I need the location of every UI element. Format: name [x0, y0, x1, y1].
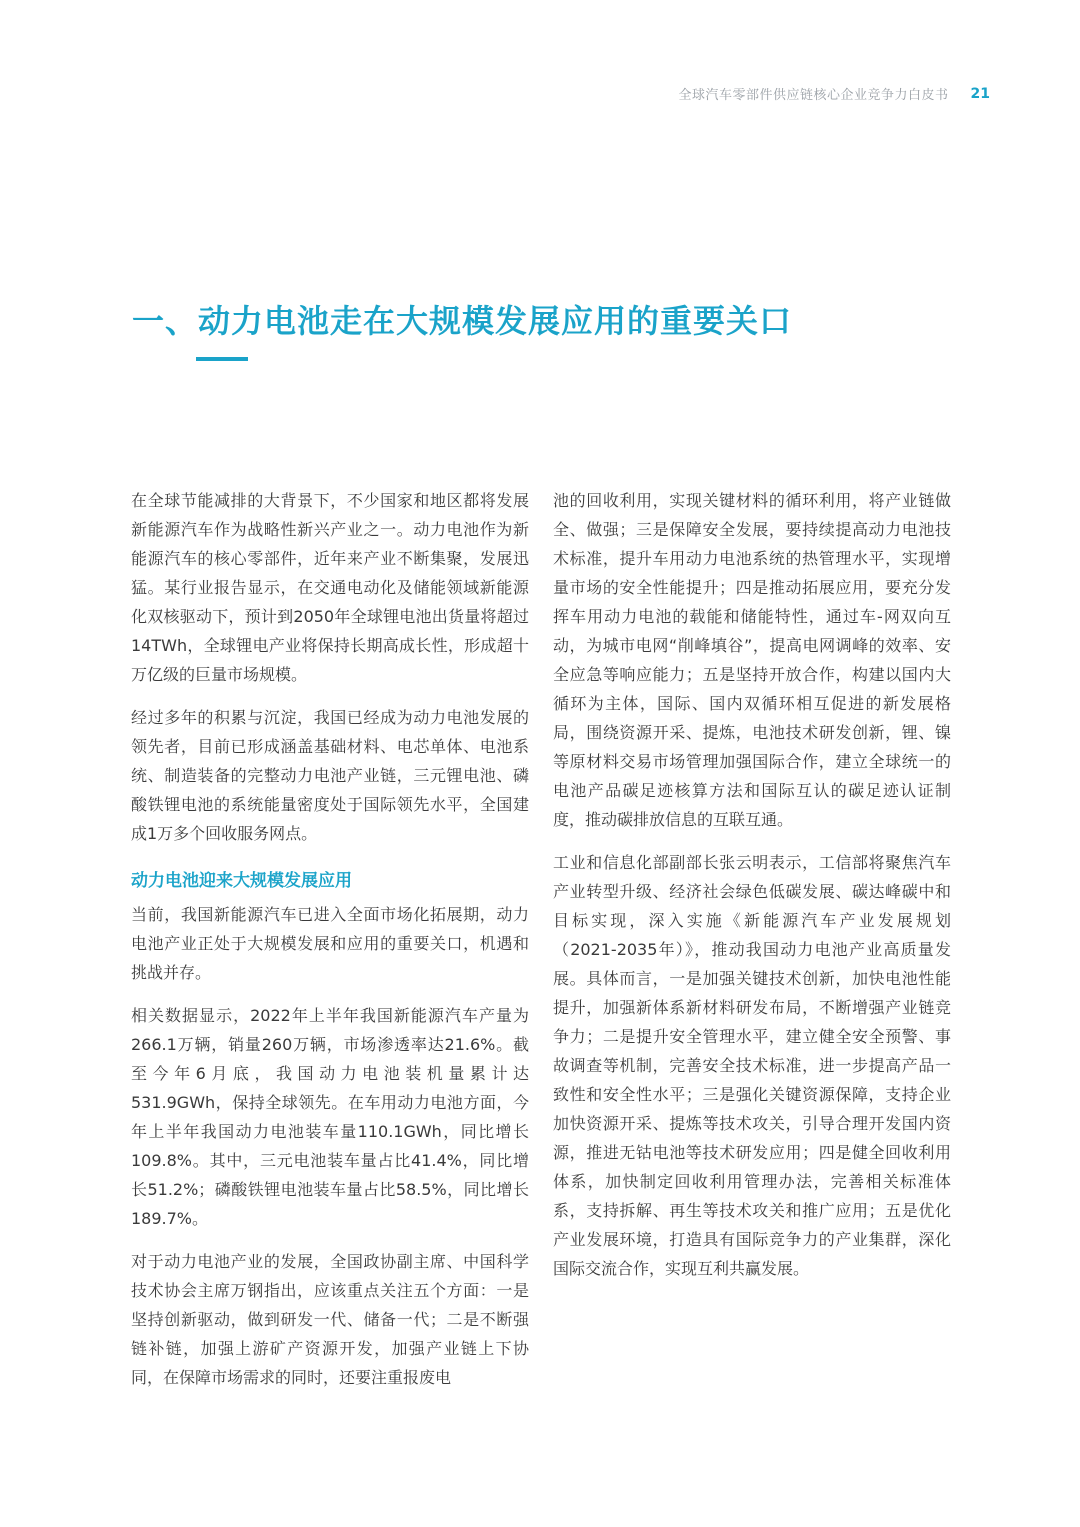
page-number: 21 — [970, 85, 990, 102]
paragraph: 相关数据显示，2022年上半年我国新能源汽车产量为266.1万辆，销量260万辆，市场渗透率达21.6%。截至今年6月底，我国动力电池装机量累计达531.9GWh，保持全球领先。在车用动力电池方面，今年上半年我国动力电池装车量110.1GWh，同比增长109.8%。其中，三元电池装车量占比41.4%，同比增长51.2%；磷酸铁锂电池装车量占比58.5%，同比增长189.7%。 — [131, 1006, 529, 1228]
paragraph: 对于动力电池产业的发展，全国政协副主席、中国科学技术协会主席万钢指出，应该重点关注五个方面：一是坚持创新驱动，做到研发一代、储备一代；二是不断强链补链，加强上游矿产资源开发，加强产业链上下协同，在保障市场需求的同时，还要注重报废电 — [131, 1252, 529, 1387]
paragraph: 经过多年的积累与沉淀，我国已经成为动力电池发展的领先者，目前已形成涵盖基础材料、电芯单体、电池系统、制造装备的完整动力电池产业链，三元锂电池、磷酸铁锂电池的系统能量密度处于国际领先水平，全国建成1万多个回收服务网点。 — [131, 708, 529, 843]
page-header — [679, 84, 991, 103]
left-column — [131, 486, 529, 1406]
paragraph: 当前，我国新能源汽车已进入全面市场化拓展期，动力电池产业正处于大规模发展和应用的重要关口，机遇和挑战并存。 — [131, 905, 529, 982]
document-title: 全球汽车零部件供应链核心企业竞争力白皮书 — [678, 88, 949, 103]
paragraph: 工业和信息化部副部长张云明表示，工信部将聚焦汽车产业转型升级、经济社会绿色低碳发展、碳达峰碳中和目标实现，深入实施《新能源汽车产业发展规划（2021-2035年）》，推动我国动力电池产业高质量发展。具体而言，一是加强关键技术创新，加快电池性能提升，加强新体系新材料研发布局，不断增强产业链竞争力；二是提升安全管理水平，建立健全安全预警、事故调查等机制，完善安全技术标准，进一步提高产品一致性和安全性水平；三是强化关键资源保障，支持企业加快资源开采、提炼等技术攻关，引导合理开发国内资源，推进无钴电池等技术研发应用；四是健全回收利用体系，加快制定回收利用管理办法，完善相关标准体系，支持拆解、再生等技术攻关和推广应用；五是优化产业发展环境，打造具有国际竞争力的产业集群，深化国际交流合作，实现互利共赢发展。 — [553, 853, 951, 1278]
right-column — [553, 486, 951, 1297]
paragraph: 池的回收利用，实现关键材料的循环利用，将产业链做全、做强；三是保障安全发展，要持续提高动力电池技术标准，提升车用动力电池系统的热管理水平，实现增量市场的安全性能提升；四是推动拓展应用，要充分发挥车用动力电池的载能和储能特性，通过车-网双向互动，为城市电网“削峰填谷”，提高电网调峰的效率、安全应急等响应能力；五是坚持开放合作，构建以国内大循环为主体，国际、国内双循环相互促进的新发展格局，围绕资源开采、提炼，电池技术研发创新，锂、镍等原材料交易市场管理加强国际合作，建立全球统一的电池产品碳足迹核算方法和国际互认的碳足迹认证制度，推动碳排放信息的互联互通。 — [553, 491, 951, 829]
title-underline — [196, 357, 248, 361]
section-title: 一、动力电池走在大规模发展应用的重要关口 — [132, 302, 793, 340]
subheading: 动力电池迎来大规模发展应用 — [131, 871, 352, 891]
paragraph: 在全球节能减排的大背景下，不少国家和地区都将发展新能源汽车作为战略性新兴产业之一。动力电池作为新能源汽车的核心零部件，近年来产业不断集聚，发展迅猛。某行业报告显示，在交通电动化及储能领域新能源化双核驱动下，预计到2050年全球锂电池出货量将超过14TWh，全球锂电产业将保持长期高成长性，形成超十万亿级的巨量市场规模。 — [131, 491, 529, 684]
